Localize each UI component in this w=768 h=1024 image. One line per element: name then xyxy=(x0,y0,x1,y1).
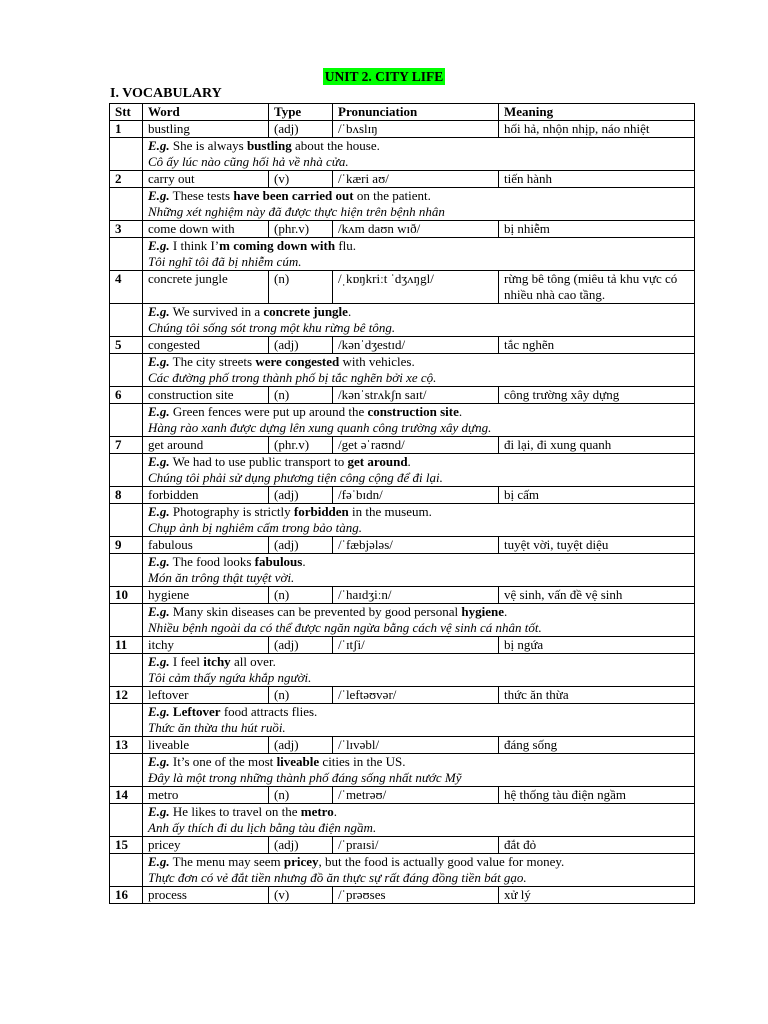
entry-word: liveable xyxy=(143,737,269,754)
table-row xyxy=(110,687,695,704)
entry-pronunciation: /ˈkæri aʊ/ xyxy=(333,171,499,188)
entry-pronunciation: /ˈprəʊses xyxy=(333,887,499,904)
entry-number: 15 xyxy=(110,837,143,854)
example-row xyxy=(110,138,695,171)
entry-number: 11 xyxy=(110,637,143,654)
example-keyword: hygiene xyxy=(461,604,504,619)
example-text-post: about the house. xyxy=(291,138,380,153)
example-vietnamese: Đây là một trong những thành phố đáng sống nhất nước Mỹ xyxy=(148,770,462,785)
example-spacer xyxy=(110,504,143,537)
table-row xyxy=(110,437,695,454)
table-row xyxy=(110,221,695,238)
entry-pronunciation: /ˈhaɪdʒiːn/ xyxy=(333,587,499,604)
entry-type: (adj) xyxy=(269,837,333,854)
entry-type: (n) xyxy=(269,687,333,704)
example-keyword: liveable xyxy=(276,754,320,769)
example-english xyxy=(148,754,689,770)
example-spacer xyxy=(110,238,143,271)
table-row xyxy=(110,487,695,504)
example-text-pre: She is always xyxy=(169,138,247,153)
entry-word: construction site xyxy=(143,387,269,404)
example-label: E.g. xyxy=(148,238,170,253)
example-english xyxy=(148,604,689,620)
example-english xyxy=(148,454,689,470)
example-vietnamese: Chúng tôi phải sử dụng phương tiện công cộng để đi lại. xyxy=(148,470,443,485)
example-label: E.g. xyxy=(148,704,170,719)
entry-type: (n) xyxy=(269,787,333,804)
table-header-row xyxy=(110,104,695,121)
example-vietnamese: Nhiều bệnh ngoài da có thể được ngăn ngừa bằng cách vệ sinh cá nhân tốt. xyxy=(148,620,542,635)
entry-word: hygiene xyxy=(143,587,269,604)
example-label: E.g. xyxy=(148,354,170,369)
example-row xyxy=(110,238,695,271)
example-cell xyxy=(143,238,695,271)
example-label: E.g. xyxy=(148,854,170,869)
example-row xyxy=(110,304,695,337)
table-row xyxy=(110,787,695,804)
example-english xyxy=(148,504,689,520)
entry-meaning: đi lại, đi xung quanh xyxy=(499,437,695,454)
example-english xyxy=(148,554,689,570)
entry-word: come down with xyxy=(143,221,269,238)
entry-meaning: bị cấm xyxy=(499,487,695,504)
example-cell xyxy=(143,554,695,587)
entry-pronunciation: /ˌkɒŋkriːt ˈdʒʌŋgl/ xyxy=(333,271,499,304)
example-spacer xyxy=(110,854,143,887)
example-row xyxy=(110,454,695,487)
example-text-post: . xyxy=(458,404,463,419)
example-english xyxy=(148,354,689,370)
table-row xyxy=(110,887,695,904)
example-row xyxy=(110,188,695,221)
header-word: Word xyxy=(143,104,269,121)
example-keyword: fabulous xyxy=(254,554,303,569)
entry-number: 14 xyxy=(110,787,143,804)
table-row xyxy=(110,171,695,188)
example-text-pre: Green fences were put up around the xyxy=(169,404,368,419)
entry-word: metro xyxy=(143,787,269,804)
entry-meaning: tắc nghẽn xyxy=(499,337,695,354)
entry-word: bustling xyxy=(143,121,269,138)
table-row xyxy=(110,637,695,654)
example-text-pre: Many skin diseases can be prevented by good personal xyxy=(169,604,462,619)
entry-type: (n) xyxy=(269,387,333,404)
example-spacer xyxy=(110,138,143,171)
entry-meaning: rừng bê tông (miêu tả khu vực có nhiều nhà cao tầng. xyxy=(499,271,695,304)
example-text-pre: I think I’ xyxy=(169,238,220,253)
example-text-post: flu. xyxy=(335,238,357,253)
example-text-pre: The menu may seem xyxy=(169,854,284,869)
entry-meaning: đắt đỏ xyxy=(499,837,695,854)
entry-type: (n) xyxy=(269,271,333,304)
example-english xyxy=(148,188,689,204)
example-vietnamese: Món ăn trông thật tuyệt vời. xyxy=(148,570,295,585)
example-cell xyxy=(143,188,695,221)
entry-meaning: hối hả, nhộn nhịp, náo nhiệt xyxy=(499,121,695,138)
example-keyword: get around xyxy=(347,454,408,469)
title-wrap xyxy=(0,68,768,86)
example-text-post: . xyxy=(347,304,352,319)
entry-number: 7 xyxy=(110,437,143,454)
entry-pronunciation: /ˈbʌslɪŋ xyxy=(333,121,499,138)
entry-word: leftover xyxy=(143,687,269,704)
entry-word: pricey xyxy=(143,837,269,854)
example-keyword: itchy xyxy=(203,654,231,669)
example-vietnamese: Tôi nghĩ tôi đã bị nhiễm cúm. xyxy=(148,254,302,269)
example-label: E.g. xyxy=(148,804,170,819)
example-english xyxy=(148,804,689,820)
example-text-pre: I feel xyxy=(169,654,204,669)
example-text-post: on the patient. xyxy=(353,188,431,203)
entry-word: fabulous xyxy=(143,537,269,554)
entry-meaning: xử lý xyxy=(499,887,695,904)
example-text-post: in the museum. xyxy=(348,504,432,519)
example-text-pre: It’s one of the most xyxy=(169,754,277,769)
entry-pronunciation: /kənˈstrʌkʃn saɪt/ xyxy=(333,387,499,404)
entry-pronunciation: /ˈpraɪsi/ xyxy=(333,837,499,854)
entry-number: 1 xyxy=(110,121,143,138)
example-row xyxy=(110,504,695,537)
entry-pronunciation: /ˈmetrəʊ/ xyxy=(333,787,499,804)
entry-meaning: tiến hành xyxy=(499,171,695,188)
example-spacer xyxy=(110,454,143,487)
example-cell xyxy=(143,404,695,437)
example-text-pre: We had to use public transport to xyxy=(169,454,348,469)
example-label: E.g. xyxy=(148,554,170,569)
header-pronunciation: Pronunciation xyxy=(333,104,499,121)
entry-number: 3 xyxy=(110,221,143,238)
example-keyword: m coming down with xyxy=(219,238,336,253)
example-label: E.g. xyxy=(148,188,170,203)
header-type: Type xyxy=(269,104,333,121)
entry-pronunciation: /ˈlɪvəbl/ xyxy=(333,737,499,754)
entry-number: 9 xyxy=(110,537,143,554)
table-row xyxy=(110,337,695,354)
example-keyword: concrete jungle xyxy=(263,304,348,319)
example-row xyxy=(110,354,695,387)
example-english xyxy=(148,404,689,420)
example-spacer xyxy=(110,404,143,437)
example-text-post: with vehicles. xyxy=(339,354,415,369)
example-keyword: bustling xyxy=(246,138,292,153)
entry-pronunciation: /ˈfæbjələs/ xyxy=(333,537,499,554)
entry-number: 12 xyxy=(110,687,143,704)
example-keyword: were congested xyxy=(255,354,340,369)
example-keyword: have been carried out xyxy=(233,188,354,203)
entry-word: get around xyxy=(143,437,269,454)
example-spacer xyxy=(110,704,143,737)
entry-type: (adj) xyxy=(269,737,333,754)
entry-word: congested xyxy=(143,337,269,354)
example-label: E.g. xyxy=(148,454,170,469)
example-text-pre: We survived in a xyxy=(169,304,264,319)
example-spacer xyxy=(110,554,143,587)
example-cell xyxy=(143,354,695,387)
entry-type: (phr.v) xyxy=(269,221,333,238)
example-text-post: . xyxy=(302,554,306,569)
example-spacer xyxy=(110,654,143,687)
table-row xyxy=(110,121,695,138)
entry-meaning: vệ sinh, vấn đề vệ sinh xyxy=(499,587,695,604)
example-cell xyxy=(143,854,695,887)
example-spacer xyxy=(110,188,143,221)
entry-pronunciation: /ˈleftəʊvər/ xyxy=(333,687,499,704)
entry-type: (adj) xyxy=(269,337,333,354)
entry-type: (adj) xyxy=(269,487,333,504)
example-row xyxy=(110,704,695,737)
entry-pronunciation: /kʌm daʊn wɪð/ xyxy=(333,221,499,238)
example-spacer xyxy=(110,754,143,787)
entry-type: (v) xyxy=(269,887,333,904)
example-vietnamese: Những xét nghiệm này đã được thực hiện trên bệnh nhân xyxy=(148,204,445,219)
example-vietnamese: Anh ấy thích đi du lịch bằng tàu điện ngầm. xyxy=(148,820,377,835)
example-spacer xyxy=(110,304,143,337)
example-row xyxy=(110,854,695,887)
example-cell xyxy=(143,604,695,637)
entry-number: 13 xyxy=(110,737,143,754)
example-text-post: . xyxy=(333,804,337,819)
entry-type: (adj) xyxy=(269,537,333,554)
section-heading: I. VOCABULARY xyxy=(110,86,222,101)
example-cell xyxy=(143,138,695,171)
table-row xyxy=(110,587,695,604)
entry-meaning: hệ thống tàu điện ngầm xyxy=(499,787,695,804)
example-english xyxy=(148,238,689,254)
example-keyword: metro xyxy=(300,804,334,819)
example-cell xyxy=(143,454,695,487)
example-vietnamese: Tôi cảm thấy ngứa khắp người. xyxy=(148,670,312,685)
entry-type: (adj) xyxy=(269,121,333,138)
example-english xyxy=(148,138,689,154)
entry-number: 2 xyxy=(110,171,143,188)
example-label: E.g. xyxy=(148,654,170,669)
table-row xyxy=(110,271,695,304)
table-row xyxy=(110,837,695,854)
example-label: E.g. xyxy=(148,138,170,153)
example-label: E.g. xyxy=(148,304,170,319)
entry-pronunciation: /ˈɪtʃi/ xyxy=(333,637,499,654)
example-spacer xyxy=(110,604,143,637)
table-row xyxy=(110,737,695,754)
example-vietnamese: Thức ăn thừa thu hút ruồi. xyxy=(148,720,286,735)
example-row xyxy=(110,804,695,837)
entry-word: forbidden xyxy=(143,487,269,504)
entry-meaning: tuyệt vời, tuyệt diệu xyxy=(499,537,695,554)
example-english xyxy=(148,654,689,670)
example-text-pre: He likes to travel on the xyxy=(169,804,301,819)
example-text-post: . xyxy=(407,454,411,469)
entry-pronunciation: /fəˈbɪdn/ xyxy=(333,487,499,504)
example-text-pre: These tests xyxy=(169,188,234,203)
entry-word: carry out xyxy=(143,171,269,188)
example-text-post: cities in the US. xyxy=(319,754,406,769)
example-row xyxy=(110,554,695,587)
example-vietnamese: Cô ấy lúc nào cũng hối hả về nhà cửa. xyxy=(148,154,349,169)
entry-pronunciation: /kənˈdʒestɪd/ xyxy=(333,337,499,354)
example-keyword: forbidden xyxy=(293,504,349,519)
entry-meaning: đáng sống xyxy=(499,737,695,754)
example-text-post: food attracts flies. xyxy=(220,704,318,719)
example-spacer xyxy=(110,804,143,837)
example-english xyxy=(148,854,689,870)
example-english xyxy=(148,304,689,320)
entry-word: concrete jungle xyxy=(143,271,269,304)
example-text-post: , but the food is actually good value for money. xyxy=(318,854,565,869)
example-text-pre: The food looks xyxy=(169,554,255,569)
example-spacer xyxy=(110,354,143,387)
page-title: UNIT 2. CITY LIFE xyxy=(324,69,444,84)
entry-type: (v) xyxy=(269,171,333,188)
header-meaning: Meaning xyxy=(499,104,695,121)
entry-number: 10 xyxy=(110,587,143,604)
example-row xyxy=(110,604,695,637)
example-keyword: construction site xyxy=(367,404,459,419)
example-cell xyxy=(143,504,695,537)
table-row xyxy=(110,537,695,554)
example-row xyxy=(110,754,695,787)
example-row xyxy=(110,654,695,687)
entry-type: (adj) xyxy=(269,637,333,654)
entry-meaning: bị ngứa xyxy=(499,637,695,654)
example-english xyxy=(148,704,689,720)
example-row xyxy=(110,404,695,437)
entry-type: (phr.v) xyxy=(269,437,333,454)
entry-word: itchy xyxy=(143,637,269,654)
example-cell xyxy=(143,654,695,687)
example-vietnamese: Các đường phố trong thành phố bị tắc nghẽn bởi xe cộ. xyxy=(148,370,437,385)
example-cell xyxy=(143,804,695,837)
example-vietnamese: Chụp ảnh bị nghiêm cấm trong bảo tàng. xyxy=(148,520,363,535)
entry-meaning: công trường xây dựng xyxy=(499,387,695,404)
example-text-pre: The city streets xyxy=(169,354,256,369)
example-vietnamese: Thực đơn có vẻ đắt tiền nhưng đồ ăn thực sự rất đáng đồng tiền bát gạo. xyxy=(148,870,527,885)
entry-number: 4 xyxy=(110,271,143,304)
example-cell xyxy=(143,754,695,787)
example-vietnamese: Hàng rào xanh được dựng lên xung quanh công trường xây dựng. xyxy=(148,420,492,435)
entry-meaning: bị nhiễm xyxy=(499,221,695,238)
entry-meaning: thức ăn thừa xyxy=(499,687,695,704)
example-label: E.g. xyxy=(148,604,170,619)
entry-number: 6 xyxy=(110,387,143,404)
example-text-pre: Photography is strictly xyxy=(169,504,294,519)
entry-number: 5 xyxy=(110,337,143,354)
example-text-post: all over. xyxy=(230,654,276,669)
example-vietnamese: Chúng tôi sống sót trong một khu rừng bê tông. xyxy=(148,320,396,335)
header-stt: Stt xyxy=(110,104,143,121)
example-label: E.g. xyxy=(148,404,170,419)
vocabulary-body xyxy=(110,121,695,904)
entry-number: 8 xyxy=(110,487,143,504)
vocabulary-table xyxy=(109,103,695,904)
example-label: E.g. xyxy=(148,504,170,519)
example-cell xyxy=(143,704,695,737)
example-text-post: . xyxy=(504,604,508,619)
entry-pronunciation: /get əˈraʊnd/ xyxy=(333,437,499,454)
example-label: E.g. xyxy=(148,754,170,769)
example-cell xyxy=(143,304,695,337)
example-keyword: pricey xyxy=(283,854,319,869)
entry-number: 16 xyxy=(110,887,143,904)
entry-word: process xyxy=(143,887,269,904)
example-keyword: Leftover xyxy=(172,704,221,719)
table-row xyxy=(110,387,695,404)
entry-type: (n) xyxy=(269,587,333,604)
